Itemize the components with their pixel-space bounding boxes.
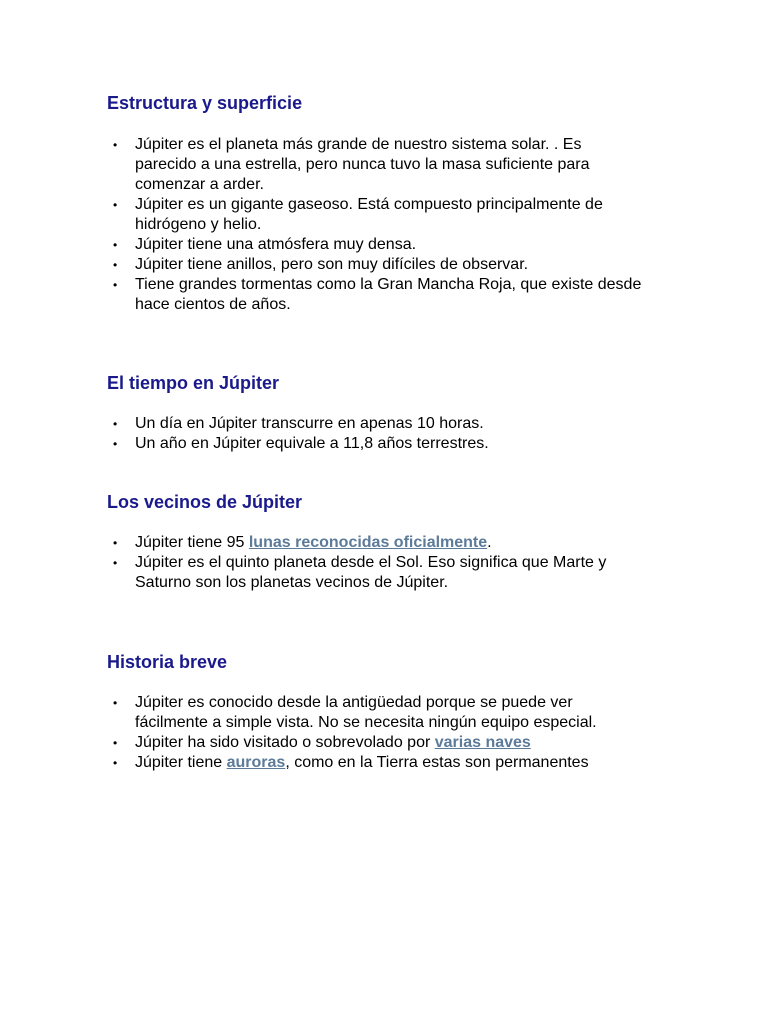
lunas-link[interactable]: lunas reconocidas oficialmente xyxy=(248,534,488,551)
section-vecinos xyxy=(107,491,647,593)
item-text: , como en la Tierra estas son permanentes xyxy=(285,754,589,771)
list-item: • Júpiter es un gigante gaseoso. Está compuesto principalmente de hidrógeno y helio. xyxy=(107,195,647,235)
item-text: Júpiter tiene xyxy=(135,754,227,771)
list-item xyxy=(107,753,647,773)
list-item: • Júpiter es conocido desde la antigüedad porque se puede ver fácilmente a simple vista. No se necesita ningún equipo especial. xyxy=(107,693,647,733)
bullet-list xyxy=(107,414,647,454)
list-item: • Júpiter tiene una atmósfera muy densa. xyxy=(107,235,647,255)
section-historia xyxy=(107,651,647,773)
section-heading: El tiempo en Júpiter xyxy=(107,373,280,393)
list-item: • Júpiter es el quinto planeta desde el Sol. Eso significa que Marte y Saturno son los planetas vecinos de Júpiter. xyxy=(107,553,647,593)
item-text: . xyxy=(487,534,492,551)
bullet-list xyxy=(107,135,647,315)
section-heading: Estructura y superficie xyxy=(107,93,303,113)
item-text: Júpiter tiene 95 xyxy=(135,534,249,551)
item-text: Júpiter ha sido visitado o sobrevolado por xyxy=(135,734,435,751)
list-item: • Un día en Júpiter transcurre en apenas 10 horas. xyxy=(107,414,647,434)
list-item: • Un año en Júpiter equivale a 11,8 años terrestres. xyxy=(107,434,647,454)
bullet-list xyxy=(107,693,647,773)
list-item xyxy=(107,733,647,753)
section-estructura xyxy=(107,92,647,315)
list-item: • Júpiter es el planeta más grande de nuestro sistema solar. . Es parecido a una estrella, pero nunca tuvo la masa suficiente para comenzar a arder. xyxy=(107,135,647,195)
section-heading: Historia breve xyxy=(107,652,228,672)
varias-naves-link[interactable]: varias naves xyxy=(434,734,531,751)
section-tiempo xyxy=(107,372,647,454)
list-item xyxy=(107,533,647,553)
section-heading: Los vecinos de Júpiter xyxy=(107,492,303,512)
bullet-list xyxy=(107,533,647,593)
list-item: • Tiene grandes tormentas como la Gran Mancha Roja, que existe desde hace cientos de años. xyxy=(107,275,647,315)
auroras-link[interactable]: auroras xyxy=(226,754,286,771)
list-item: • Júpiter tiene anillos, pero son muy difíciles de observar. xyxy=(107,255,647,275)
